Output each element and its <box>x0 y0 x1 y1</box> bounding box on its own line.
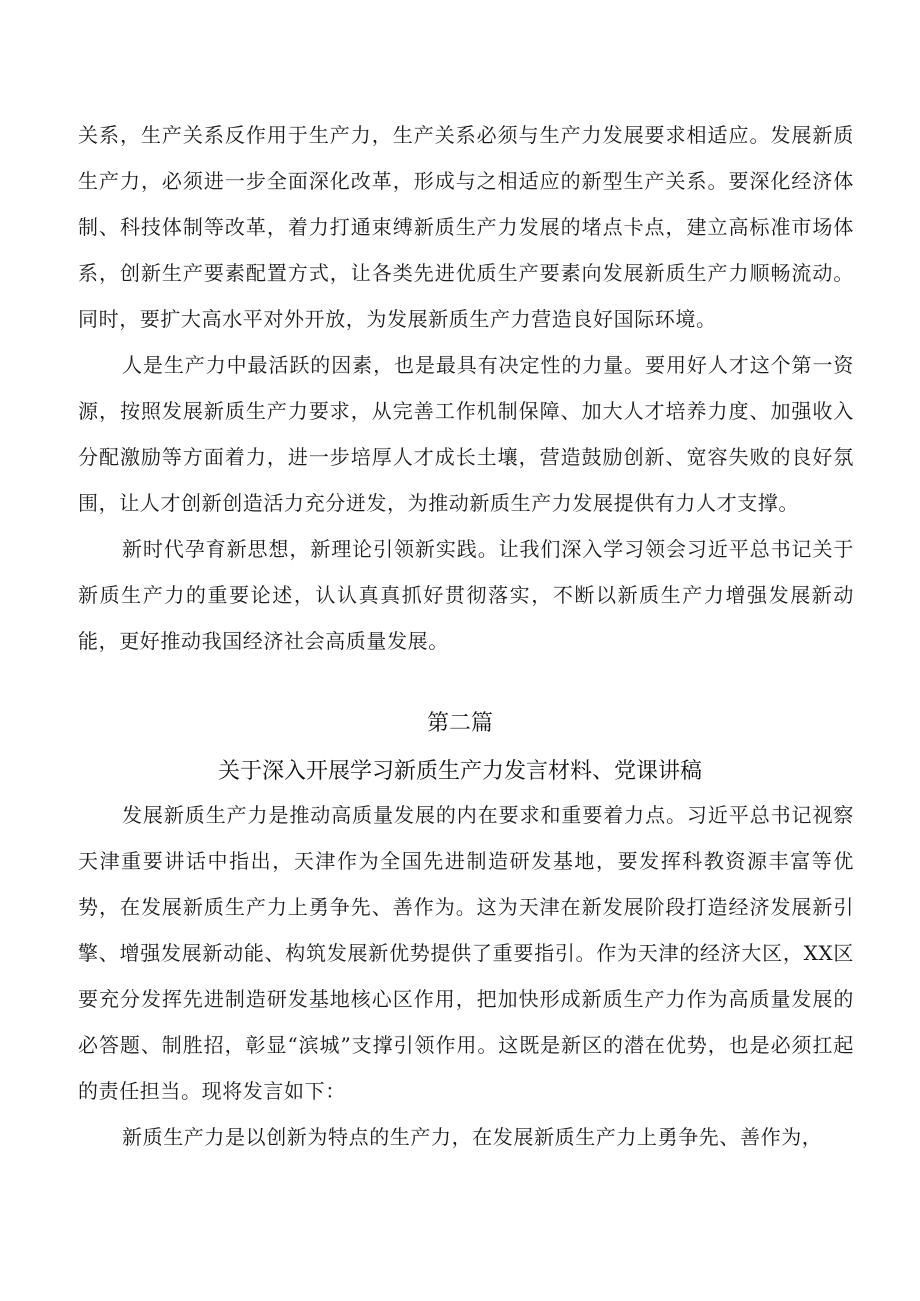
paragraph-3: 新时代孕育新思想，新理论引领新实践。让我们深入学习领会习近平总书记关于新质生产力的重要论述，认认真真抓好贯彻落实，不断以新质生产力增强发展新动能，更好推动我国经济社会高质量发展。 <box>78 537 854 653</box>
section-title: 关于深入开展学习新质生产力发言材料、党课讲稿 <box>217 759 702 784</box>
paragraph-2: 人是生产力中最活跃的因素，也是最具有决定性的力量。要用好人才这个第一资源，按照发展新质生产力要求，从完善工作机制保障、加大人才培养力度、加强收入分配激励等方面着力，进一步培厚人才成长土壤，营造鼓励创新、宽容失败的良好氛围，让人才创新创造活力充分迸发，为推动新质生产力发展提供有力人才支撑。 <box>78 353 854 515</box>
part1-text-block <box>78 112 854 664</box>
part2-text-block <box>78 792 854 1160</box>
paragraph-1: 关系，生产关系反作用于生产力，生产关系必须与生产力发展要求相适应。发展新质生产力，必须进一步全面深化改革，形成与之相适应的新型生产关系。要深化经济体制、科技体制等改革，着力打通束缚新质生产力发展的堵点卡点，建立高标准市场体系，创新生产要素配置方式，让各类先进优质生产要素向发展新质生产力顺畅流动。同时，要扩大高水平对外开放，为发展新质生产力营造良好国际环境。 <box>78 123 854 331</box>
paragraph-4: 发展新质生产力是推动高质量发展的内在要求和重要着力点。习近平总书记视察天津重要讲话中指出，天津作为全国先进制造研发基地，要发挥科教资源丰富等优势，在发展新质生产力上勇争先、善作为。这为天津在新发展阶段打造经济发展新引擎、增强发展新动能、构筑发展新优势提供了重要指引。作为天津的经济大区，XX区要充分发挥先进制造研发基地核心区作用，把加快形成新质生产力作为高质量发展的必答题、制胜招，彰显“滨城”支撑引领作用。这既是新区的潜在优势，也是必须扛起的责任担当。现将发言如下： <box>78 803 854 1103</box>
section-label: 第二篇 <box>426 711 493 736</box>
paragraph-5: 新质生产力是以创新为特点的生产力，在发展新质生产力上勇争先、善作为， <box>122 1125 823 1149</box>
